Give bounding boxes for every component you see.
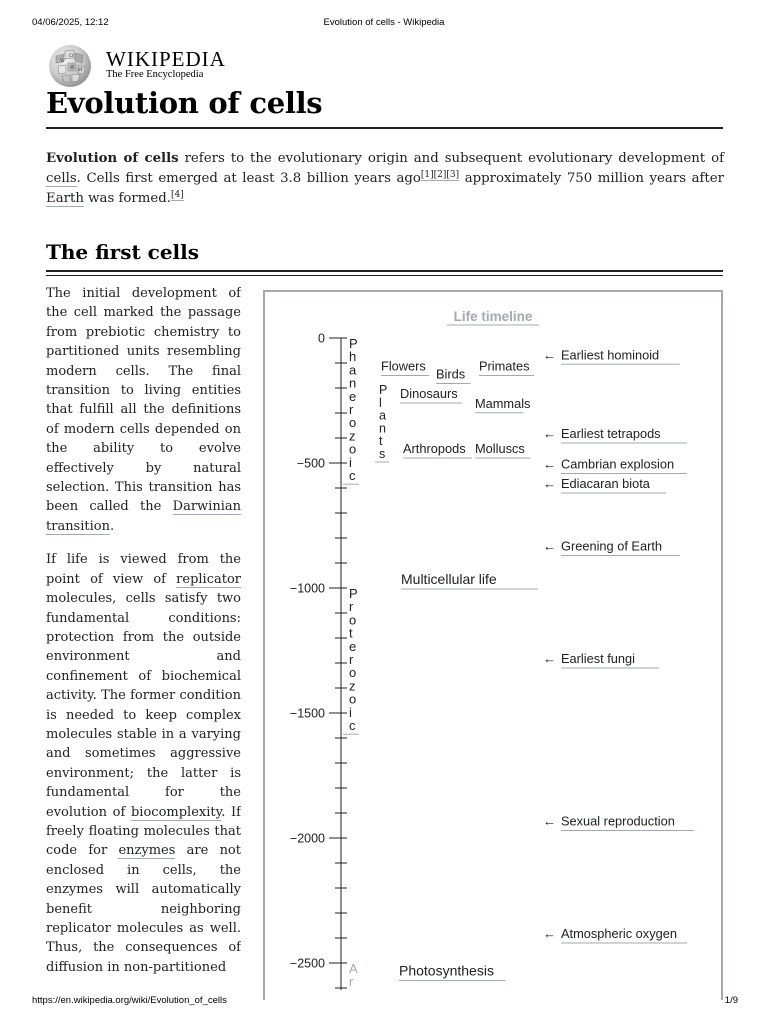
link-replicator[interactable]: replicator (176, 571, 241, 587)
eon-letter: z (349, 428, 356, 444)
life-event-label[interactable]: Birds (436, 366, 466, 382)
svg-text:И: И (78, 67, 83, 73)
print-page-number: 1/9 (724, 995, 738, 1006)
timeline-tick-label: −2500 (289, 956, 325, 971)
eon-letter: t (349, 625, 353, 641)
svg-text:W: W (60, 58, 66, 64)
plants-letter: l (379, 395, 382, 410)
plants-letter: t (379, 434, 383, 449)
eon-letter: P (349, 586, 358, 601)
milestone-arrow-icon: ← (543, 476, 556, 491)
paragraph-text: . (109, 518, 115, 534)
paragraph-1 (46, 284, 241, 536)
life-event-label[interactable]: Multicellular life (401, 571, 497, 587)
milestone-arrow-icon: ← (543, 926, 556, 941)
eon-letter: o (349, 612, 357, 628)
eon-letter: e (349, 388, 357, 404)
milestone-arrow-icon: ← (543, 813, 556, 829)
eon-letter: i (349, 454, 352, 470)
milestone-label[interactable]: Ediacaran biota (561, 476, 650, 491)
milestone-label[interactable]: Earliest fungi (561, 651, 635, 666)
print-url: https://en.wikipedia.org/wiki/Evolution_of_cells (32, 995, 227, 1006)
print-datetime: 04/06/2025, 12:12 (32, 17, 109, 28)
life-event-label[interactable]: Molluscs (475, 441, 525, 456)
section-body (46, 284, 241, 984)
life-event-label[interactable]: Arthropods (403, 441, 466, 456)
milestone-label[interactable]: Sexual reproduction (561, 813, 675, 829)
link-darwinian-transition[interactable]: Darwinian transition (46, 499, 241, 534)
svg-text:維: 維 (70, 65, 76, 71)
milestone-label[interactable]: Earliest tetrapods (561, 426, 661, 441)
milestone-label[interactable]: Cambrian explosion (561, 456, 675, 472)
eon-letter: o (349, 665, 357, 681)
eon-letter: r (349, 974, 354, 990)
eon-letter: r (349, 652, 354, 667)
eon-letter: r (349, 402, 354, 417)
plants-letter: n (379, 421, 386, 436)
milestone-arrow-icon: ← (543, 347, 556, 363)
paragraph-text: . If freely floating molecules that code for (46, 804, 241, 859)
link-earth[interactable]: Earth (46, 191, 84, 206)
wikipedia-wordmark[interactable]: WIKIPEDIA (106, 47, 226, 71)
eon-letter: c (349, 468, 356, 483)
lead-text: approximately 750 million years after (459, 171, 724, 186)
lead-paragraph (46, 149, 724, 209)
life-event-label[interactable]: Photosynthesis (399, 962, 494, 979)
eon-letter: z (349, 678, 356, 694)
eon-letter: o (349, 441, 357, 457)
link-cells[interactable]: cells (46, 171, 77, 186)
link-enzymes[interactable]: enzymes (118, 843, 176, 859)
life-event-label[interactable]: Flowers (381, 358, 426, 374)
timeline-tick-label: −500 (296, 456, 325, 471)
timeline-title[interactable]: Life timeline (453, 309, 533, 324)
plants-letter: s (379, 447, 386, 461)
milestone-arrow-icon: ← (543, 456, 556, 472)
lead-text: was formed. (83, 191, 171, 206)
timeline-tick-label: −1500 (289, 706, 325, 721)
wikipedia-globe-icon[interactable] (46, 42, 96, 88)
eon-letter: i (349, 704, 352, 720)
paragraph-2 (46, 550, 241, 977)
milestone-label[interactable]: Greening of Earth (561, 538, 663, 554)
paragraph-text: The initial development of the cell marked the passage from prebiotic chemistry to partitioned units resembling modern cells. The final transition to living entities that fulfill all the definitions of modern cells depended on the ability to evolve effectively by natural selection. This transition has been called the (46, 286, 241, 515)
lead-text: refers to the evolutionary origin and subsequent evolutionary development of (178, 151, 725, 166)
milestone-arrow-icon: ← (543, 651, 556, 666)
eon-letter: c (349, 718, 356, 733)
section-heading: The first cells (46, 240, 200, 264)
timeline-tick-label: −2000 (289, 831, 325, 846)
milestone-arrow-icon: ← (543, 538, 556, 554)
section-double-rule-bottom (46, 275, 723, 276)
lead-bold-term: Evolution of cells (46, 151, 179, 166)
link-biocomplexity[interactable]: biocomplexity (130, 804, 222, 820)
page-title: Evolution of cells (46, 86, 323, 120)
lead-text: . Cells first emerged at least 3.8 billion years ago (76, 171, 421, 186)
milestone-arrow-icon: ← (543, 426, 556, 441)
eon-letter: e (349, 638, 357, 654)
life-event-label[interactable]: Mammals (475, 395, 531, 411)
paragraph-text: If life is viewed from the point of view of (46, 552, 241, 587)
ref-2[interactable]: [2] (433, 169, 447, 180)
ref-4[interactable]: [4] (171, 189, 184, 200)
paragraph-text: are not enclosed in cells, the enzymes will automatically benefit neighboring replicator molecules as well. Thus, the consequences of diffusion in non-partitioned (46, 843, 241, 975)
section-double-rule-top (46, 270, 723, 272)
eon-letter: a (349, 362, 357, 378)
ref-3[interactable]: [3] (446, 169, 460, 180)
title-underline (46, 127, 723, 129)
timeline-tick-label: −1000 (289, 581, 325, 596)
svg-text:Ω: Ω (69, 53, 74, 59)
eon-letter: n (349, 375, 357, 391)
wikipedia-tagline: The Free Encyclopedia (106, 69, 204, 80)
eon-letter: r (349, 599, 354, 615)
eon-letter: P (349, 336, 358, 351)
milestone-label[interactable]: Earliest hominoid (561, 347, 660, 363)
milestone-label[interactable]: Atmospheric oxygen (561, 926, 677, 941)
eon-letter: o (349, 691, 357, 707)
plants-letter: P (379, 383, 388, 397)
life-event-label[interactable]: Primates (479, 358, 530, 374)
plants-letter: a (379, 408, 386, 423)
life-event-label[interactable]: Dinosaurs (400, 386, 458, 401)
ref-1[interactable]: [1] (420, 169, 434, 180)
life-timeline (263, 290, 723, 990)
eon-letter: o (349, 415, 357, 431)
print-page-title: Evolution of cells - Wikipedia (323, 17, 445, 28)
eon-letter: A (349, 961, 358, 976)
timeline-tick-label: 0 (318, 331, 325, 346)
eon-letter: h (349, 349, 357, 365)
paragraph-text: molecules, cells satisfy two fundamental conditions: protection from the outside environment and confinement of biochemical activity. The former condition is needed to keep complex molecules stable in a varying and sometimes aggressive environment; the latter is fundamental for the evolution of (46, 591, 241, 820)
